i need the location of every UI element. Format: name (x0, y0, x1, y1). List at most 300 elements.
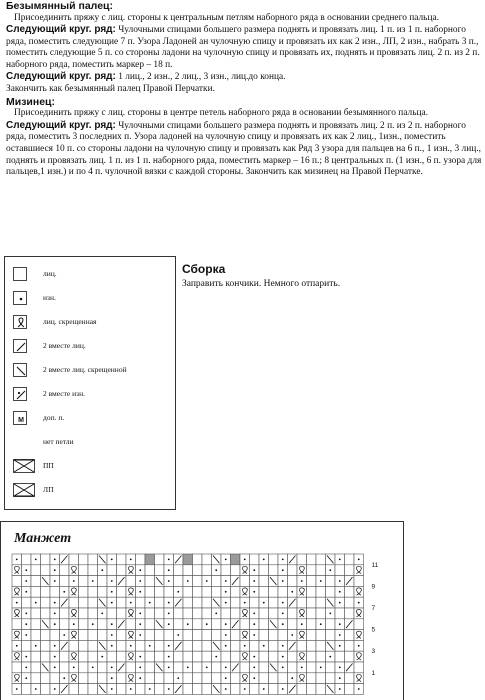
purl-mark (282, 667, 284, 669)
chart-cell (193, 619, 203, 630)
chart-cell (231, 673, 241, 684)
chart-cell (145, 619, 155, 630)
chart-cell (316, 597, 326, 608)
chart-cell (41, 651, 51, 662)
purl-mark (358, 645, 360, 647)
chart-cell (250, 684, 260, 695)
purl-mark (168, 559, 170, 561)
purl-mark (225, 559, 227, 561)
purl-mark (168, 688, 170, 690)
chart-cell (326, 630, 336, 641)
chart-cell (60, 608, 70, 619)
assembly-title: Сборка (182, 262, 226, 276)
legend-label: ПП (43, 461, 54, 470)
assembly-text: Заправить кончики. Немного отпарить. (182, 279, 341, 289)
purl-mark (111, 667, 113, 669)
chart-cell (88, 651, 98, 662)
chart-cell (345, 630, 355, 641)
purl-mark (25, 667, 27, 669)
chart-cell (345, 673, 355, 684)
chart-cell (231, 684, 241, 695)
purl-mark (35, 602, 37, 604)
chart-title: Манжет (14, 531, 72, 546)
purl-mark (329, 656, 331, 658)
purl-mark (339, 580, 341, 582)
chart-cell (231, 565, 241, 576)
purl-mark (139, 677, 141, 679)
purl-mark (339, 602, 341, 604)
chart-cell (307, 576, 317, 587)
chart-cell (259, 619, 269, 630)
chart-cell (316, 640, 326, 651)
chart-cell (107, 608, 117, 619)
purl-mark (329, 613, 331, 615)
purl-mark (73, 580, 75, 582)
purl-mark (16, 559, 18, 561)
legend-row-twisted (13, 315, 173, 331)
chart-cell (79, 673, 89, 684)
purl-mark (92, 623, 94, 625)
purl-mark (291, 634, 293, 636)
chart-cell (69, 554, 79, 565)
purl-mark (206, 667, 208, 669)
chart-cell (212, 619, 222, 630)
pinky-p2 (6, 120, 482, 179)
purl-mark (168, 602, 170, 604)
chart-cell (174, 576, 184, 587)
slash-left-icon (13, 363, 27, 377)
ring-finger-p3-label: Следующий круг. ряд: (6, 71, 116, 83)
ring-finger-p3 (6, 71, 482, 84)
purl-mark (253, 634, 255, 636)
chart-cell (79, 640, 89, 651)
cable-left-icon (13, 483, 35, 497)
chart-cell (22, 684, 32, 695)
chart-cell (240, 662, 250, 673)
purl-mark (149, 602, 151, 604)
purl-mark (187, 580, 189, 582)
purl-mark (253, 569, 255, 571)
purl-mark (130, 645, 132, 647)
purl-mark (139, 613, 141, 615)
chart-cell (22, 640, 32, 651)
chart-cell (126, 662, 136, 673)
legend-label: доп. п. (43, 413, 65, 422)
chart-cell (231, 597, 241, 608)
ring-finger-p2 (6, 24, 482, 71)
chart-cell (202, 651, 212, 662)
purl-mark (225, 580, 227, 582)
purl-mark (339, 591, 341, 593)
legend-label: 2 вместе лиц. (43, 341, 86, 350)
purl-mark (177, 634, 179, 636)
chart-cell (126, 576, 136, 587)
chart-cell (259, 662, 269, 673)
chart-cell (212, 586, 222, 597)
chart-cell (50, 630, 60, 641)
chart-cell (50, 673, 60, 684)
chart-cell (307, 554, 317, 565)
purl-mark (215, 656, 217, 658)
chart-cell (193, 662, 203, 673)
chart-cell (69, 640, 79, 651)
chart-cell (212, 662, 222, 673)
pinky-heading: Мизинец: (6, 95, 56, 108)
chart-cell (145, 630, 155, 641)
chart-cell (31, 565, 41, 576)
twisted-icon (13, 315, 27, 329)
chart-cell (22, 597, 32, 608)
purl-mark (339, 677, 341, 679)
purl-mark (25, 580, 27, 582)
chart-cell (79, 662, 89, 673)
chart-cell (297, 640, 307, 651)
chart-cell (31, 586, 41, 597)
purl-mark (282, 645, 284, 647)
chart-cell (41, 554, 51, 565)
chart-cell (98, 586, 108, 597)
chart-cell (307, 608, 317, 619)
chart-grid (12, 554, 364, 694)
chart-cell (221, 565, 231, 576)
purl-mark (54, 569, 56, 571)
purl-mark (63, 677, 65, 679)
chart-cell (212, 630, 222, 641)
purl-mark (25, 677, 27, 679)
chart-cell (269, 673, 279, 684)
chart-cell (307, 662, 317, 673)
chart-cell (269, 684, 279, 695)
chart-cell (259, 651, 269, 662)
chart-cell (145, 651, 155, 662)
ring-finger-p2-text: Чулочными спицами большего размера поднять и провязать лиц. 1 п. из 1 п. наборного ряда, поместить следующие 7 п. Узора Ладоней ан чулочную спицу и провязать их как 2 изн., ЛП, 2 изн., набрать 3 п., поместить следующие 5 п. со стороны ладони на чулочную спицу и провязать их, поднять и провязать лиц. 2 п. из 2 п. наборного ряда, поместить маркер – 18 п. (6, 25, 480, 70)
chart-cell (107, 565, 117, 576)
chart-cell (297, 554, 307, 565)
chart-cell (155, 586, 165, 597)
purl-mark (111, 602, 113, 604)
chart-cell (259, 673, 269, 684)
chart-cell (126, 619, 136, 630)
purl-mark (168, 613, 170, 615)
purl-mark (339, 667, 341, 669)
chart-cell (202, 565, 212, 576)
purl-mark (339, 559, 341, 561)
legend-row-k2tog-tbl (13, 363, 173, 379)
chart-cell (240, 576, 250, 587)
purl-mark (263, 602, 265, 604)
chart-cell (31, 673, 41, 684)
chart-cell (307, 630, 317, 641)
legend-row-cable-left (13, 483, 173, 499)
chart-cell (345, 640, 355, 651)
purl-mark (92, 667, 94, 669)
chart-cell (136, 554, 146, 565)
chart-cell (326, 619, 336, 630)
chart-cell (259, 586, 269, 597)
chart-cell (202, 640, 212, 651)
chart-cell (145, 576, 155, 587)
purl-mark (101, 656, 103, 658)
chart-cell (335, 651, 345, 662)
chart-cell (41, 640, 51, 651)
chart-cell (278, 630, 288, 641)
chart-cell (136, 640, 146, 651)
chart-cell (316, 608, 326, 619)
chart-cell (79, 684, 89, 695)
legend-label: нет петли (43, 437, 74, 446)
purl-mark (101, 613, 103, 615)
purl-mark (35, 559, 37, 561)
purl-mark (139, 580, 141, 582)
purl-mark (301, 667, 303, 669)
dot-icon (13, 291, 27, 305)
chart-cell (88, 597, 98, 608)
chart-cell (98, 630, 108, 641)
gray-icon (13, 435, 27, 449)
purl-mark (54, 580, 56, 582)
purl-mark (130, 602, 132, 604)
chart-cell (12, 662, 22, 673)
chart-cell (316, 651, 326, 662)
chart-cell (307, 673, 317, 684)
purl-mark (225, 623, 227, 625)
purl-mark (168, 569, 170, 571)
chart-cell (31, 576, 41, 587)
purl-mark (54, 656, 56, 658)
purl-mark (177, 677, 179, 679)
purl-mark (54, 645, 56, 647)
purl-mark (282, 569, 284, 571)
chart-cell (41, 684, 51, 695)
chart-cell (240, 619, 250, 630)
chart-cell (31, 662, 41, 673)
chart-cell (354, 576, 364, 587)
chart-cell (174, 608, 184, 619)
chart-cell (231, 640, 241, 651)
purl-mark (139, 656, 141, 658)
chart-cell (155, 630, 165, 641)
chart-cell (183, 640, 193, 651)
chart-cell (31, 619, 41, 630)
knitting-chart (0, 548, 404, 700)
chart-cell (269, 630, 279, 641)
chart-cell (79, 619, 89, 630)
purl-mark (225, 677, 227, 679)
purl-mark (329, 569, 331, 571)
chart-cell (88, 608, 98, 619)
chart-cell (316, 554, 326, 565)
chart-cell (183, 554, 193, 565)
purl-mark (244, 688, 246, 690)
legend-row-p2tog (13, 387, 173, 403)
purl-mark (149, 645, 151, 647)
legend-label: ЛП (43, 485, 54, 494)
purl-mark (16, 688, 18, 690)
cable-right-icon (13, 459, 35, 473)
purl-mark (206, 623, 208, 625)
legend-label: 2 вместе изн. (43, 389, 85, 398)
row-number: 9 (371, 583, 376, 591)
ring-finger-p1: Присоединить пряжу с лиц. стороны к центральным петлям наборного ряда в основании среднего пальца. (14, 12, 439, 23)
slash-right-icon (13, 339, 27, 353)
purl-mark (130, 559, 132, 561)
purl-mark (25, 613, 27, 615)
ring-finger-heading: Безымянный палец: (6, 0, 113, 12)
chart-cell (155, 684, 165, 695)
row-number: 5 (371, 626, 376, 634)
chart-cell (88, 554, 98, 565)
chart-cell (183, 630, 193, 641)
purl-mark (244, 559, 246, 561)
purl-mark (225, 591, 227, 593)
chart-cell (288, 565, 298, 576)
purl-mark (35, 688, 37, 690)
purl-mark (215, 613, 217, 615)
chart-cell (98, 673, 108, 684)
purl-mark (168, 580, 170, 582)
chart-cell (164, 630, 174, 641)
chart-cell (231, 651, 241, 662)
chart-cell (98, 619, 108, 630)
chart-cell (117, 651, 127, 662)
purl-mark (253, 667, 255, 669)
dot-slash-icon (13, 387, 27, 401)
purl-mark (282, 613, 284, 615)
chart-cell (117, 586, 127, 597)
chart-cell (297, 684, 307, 695)
chart-cell (297, 597, 307, 608)
purl-mark (111, 645, 113, 647)
chart-cell (231, 586, 241, 597)
chart-cell (316, 673, 326, 684)
chart-cell (136, 684, 146, 695)
purl-mark (73, 667, 75, 669)
purl-mark (225, 634, 227, 636)
purl-mark (25, 569, 27, 571)
purl-mark (282, 623, 284, 625)
purl-mark (111, 688, 113, 690)
chart-cell (326, 586, 336, 597)
chart-cell (231, 630, 241, 641)
chart-cell (193, 576, 203, 587)
chart-cell (88, 630, 98, 641)
chart-cell (307, 651, 317, 662)
purl-mark (253, 580, 255, 582)
chart-cell (79, 651, 89, 662)
chart-cell (155, 597, 165, 608)
chart-cell (354, 662, 364, 673)
chart-cell (155, 673, 165, 684)
chart-cell (145, 554, 155, 565)
purl-mark (111, 591, 113, 593)
svg-text:M: M (18, 417, 24, 424)
chart-cell (117, 684, 127, 695)
purl-mark (101, 569, 103, 571)
chart-cell (88, 673, 98, 684)
chart-cell (288, 608, 298, 619)
purl-mark (320, 623, 322, 625)
purl-mark (263, 559, 265, 561)
chart-cell (345, 565, 355, 576)
chart-cell (60, 576, 70, 587)
chart-cell (326, 673, 336, 684)
ring-finger-p2-label: Следующий круг. ряд: (6, 24, 116, 36)
chart-cell (88, 586, 98, 597)
chart-cell (183, 597, 193, 608)
purl-mark (54, 559, 56, 561)
chart-cell (288, 576, 298, 587)
chart-cell (288, 651, 298, 662)
chart-cell (269, 651, 279, 662)
chart-cell (12, 576, 22, 587)
purl-mark (16, 602, 18, 604)
chart-cell (307, 586, 317, 597)
purl-mark (54, 688, 56, 690)
chart-cell (193, 565, 203, 576)
chart-cell (307, 684, 317, 695)
purl-mark (339, 688, 341, 690)
purl-mark (111, 634, 113, 636)
chart-cell (345, 608, 355, 619)
chart-cell (41, 586, 51, 597)
chart-cell (269, 554, 279, 565)
chart-cell (269, 597, 279, 608)
purl-mark (54, 623, 56, 625)
ring-finger-p3-text: 1 лиц., 2 изн., 2 лиц., 3 изн., лиц.до конца. (115, 72, 286, 83)
chart-cell (212, 576, 222, 587)
purl-mark (263, 645, 265, 647)
purl-mark (130, 688, 132, 690)
chart-cell (193, 630, 203, 641)
purl-mark (149, 688, 151, 690)
chart-cell (107, 651, 117, 662)
purl-mark (244, 602, 246, 604)
chart-cell (117, 673, 127, 684)
purl-mark (301, 623, 303, 625)
chart-cell (345, 586, 355, 597)
purl-mark (320, 580, 322, 582)
chart-cell (117, 565, 127, 576)
chart-cell (202, 554, 212, 565)
chart-cell (60, 662, 70, 673)
chart-cell (79, 586, 89, 597)
chart-cell (316, 684, 326, 695)
chart-cell (31, 608, 41, 619)
chart-cell (41, 565, 51, 576)
chart-cell (164, 586, 174, 597)
purl-mark (168, 667, 170, 669)
purl-mark (358, 559, 360, 561)
chart-cell (98, 576, 108, 587)
legend-label: лиц. (43, 269, 57, 278)
chart-cell (155, 565, 165, 576)
purl-mark (358, 688, 360, 690)
purl-mark (139, 591, 141, 593)
chart-cell (202, 608, 212, 619)
purl-mark (225, 667, 227, 669)
chart-cell (345, 597, 355, 608)
chart-cell (79, 608, 89, 619)
purl-mark (225, 688, 227, 690)
purl-mark (25, 656, 27, 658)
purl-mark (282, 656, 284, 658)
purl-mark (282, 688, 284, 690)
legend-row-knit (13, 267, 173, 283)
chart-cell (145, 662, 155, 673)
chart-cell (278, 673, 288, 684)
purl-mark (111, 559, 113, 561)
chart-cell (316, 565, 326, 576)
